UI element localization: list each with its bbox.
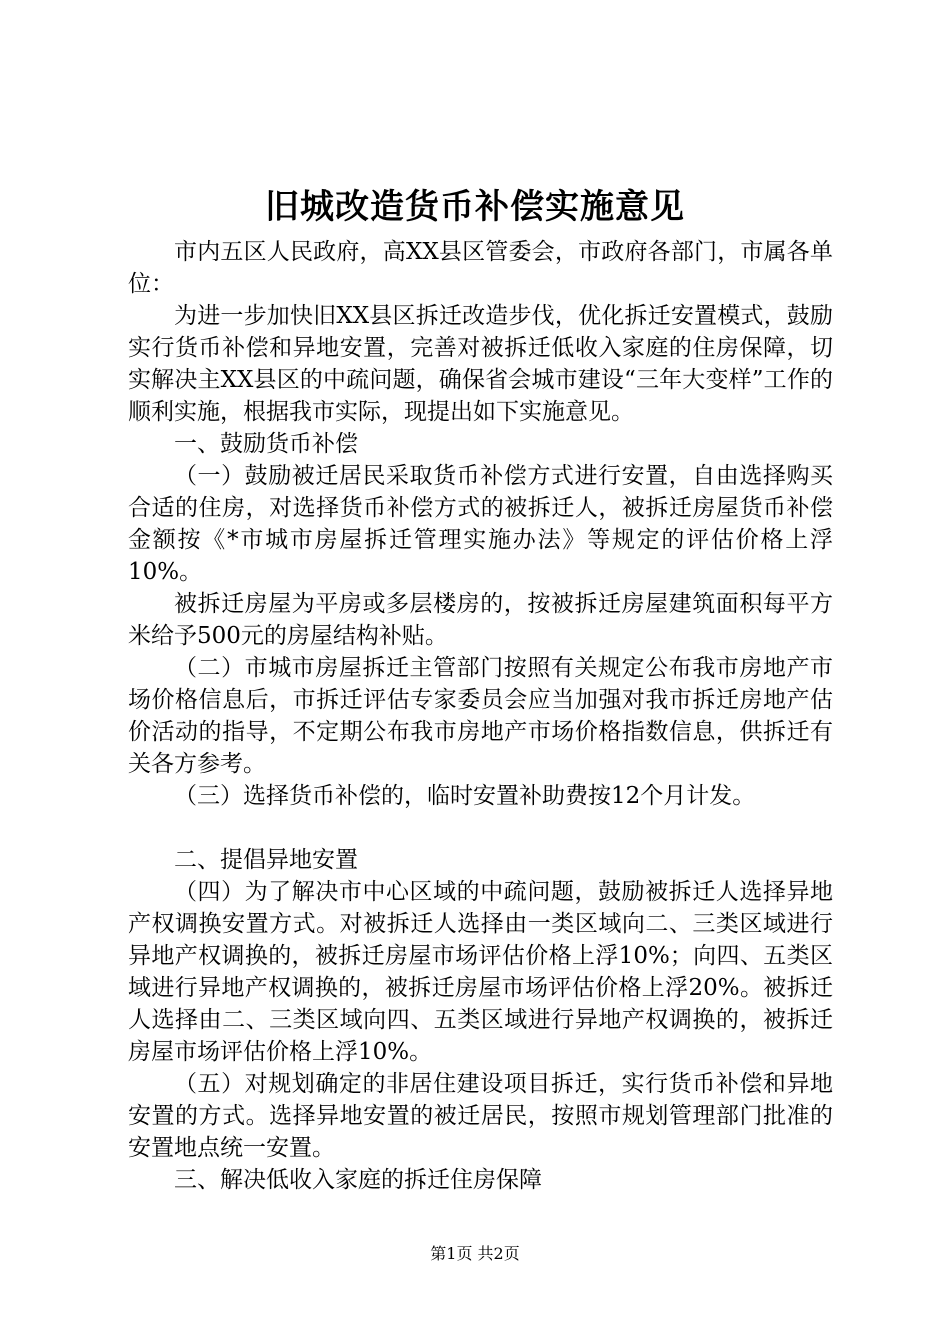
document-title: 旧城改造货币补偿实施意见 — [265, 187, 685, 227]
paragraph-item-2: （二）市城市房屋拆迁主管部门按照有关规定公布我市房地产市场价格信息后，市拆迁评估专家委员会应当加强对我市拆迁房地产估价活动的指导，不定期公布我市房地产市场价格指数信息，供拆迁有关各方参考。 — [128, 655, 833, 777]
page-number-footer: 第1页 共2页 — [430, 1244, 520, 1263]
paragraph-addressees: 市内五区人民政府，高XX县区管委会，市政府各部门，市属各单位： — [128, 239, 833, 297]
document-body — [128, 236, 833, 1196]
paragraph-structure-subsidy: 被拆迁房屋为平房或多层楼房的，按被拆迁房屋建筑面积每平方米给予500元的房屋结构补贴。 — [128, 591, 833, 649]
paragraph-item-3: （三）选择货币补偿的，临时安置补助费按12个月计发。 — [174, 783, 756, 809]
section-heading-3: 三、解决低收入家庭的拆迁住房保障 — [174, 1167, 542, 1193]
paragraph-intro: 为进一步加快旧XX县区拆迁改造步伐，优化拆迁安置模式，鼓励实行货币补偿和异地安置，完善对被拆迁低收入家庭的住房保障，切实解决主XX县区的中疏问题，确保省会城市建设“三年大变样”工作的顺利实施，根据我市实际，现提出如下实施意见。 — [128, 303, 833, 425]
section-heading-1: 一、鼓励货币补偿 — [174, 431, 358, 457]
paragraph-item-5: （五）对规划确定的非居住建设项目拆迁，实行货币补偿和异地安置的方式。选择异地安置的被迁居民，按照市规划管理部门批准的安置地点统一安置。 — [128, 1071, 833, 1161]
paragraph-item-1: （一）鼓励被迁居民采取货币补偿方式进行安置，自由选择购买合适的住房，对选择货币补偿方式的被拆迁人，被拆迁房屋货币补偿金额按《*市城市房屋拆迁管理实施办法》等规定的评估价格上浮10%。 — [128, 463, 833, 585]
section-heading-2: 二、提倡异地安置 — [174, 847, 358, 873]
paragraph-item-4: （四）为了解决市中心区域的中疏问题，鼓励被拆迁人选择异地产权调换安置方式。对被拆迁人选择由一类区域向二、三类区域进行异地产权调换的，被拆迁房屋市场评估价格上浮10%；向四、五类区域进行异地产权调换的，被拆迁房屋市场评估价格上浮20%。被拆迁人选择由二、三类区域向四、五类区域进行异地产权调换的，被拆迁房屋市场评估价格上浮10%。 — [128, 879, 833, 1065]
